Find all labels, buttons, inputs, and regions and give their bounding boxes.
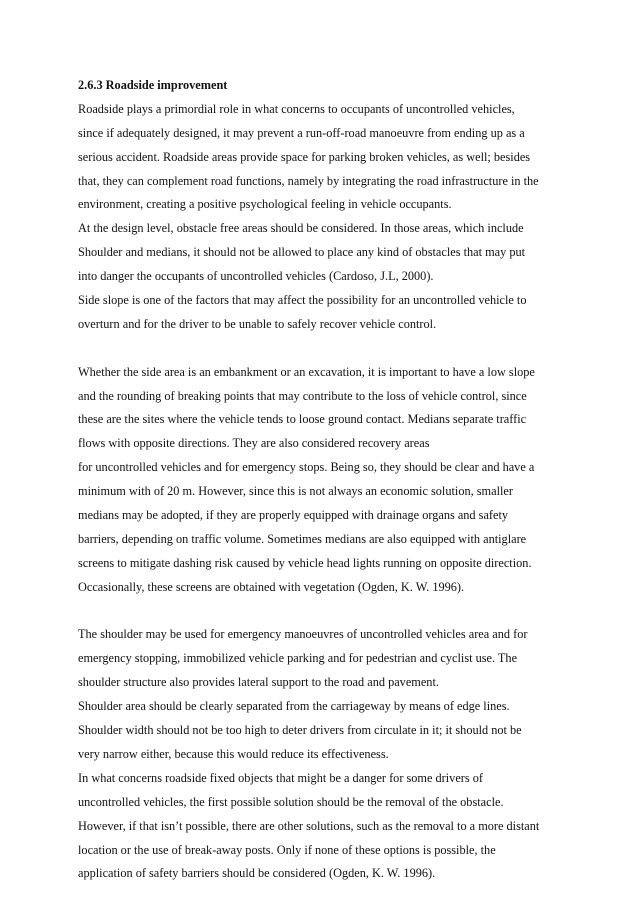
text-line: At the design level, obstacle free areas should be considered. In those areas, which include: [78, 221, 524, 236]
text-line: However, if that isn’t possible, there are other solutions, such as the removal to a more distant: [78, 818, 540, 833]
text-line: overturn and for the driver to be unable to safely recover vehicle control.: [78, 316, 437, 331]
text-line: minimum with of 20 m. However, since this is not always an economic solution, smaller: [78, 484, 513, 499]
text-line: Occasionally, these screens are obtained with vegetation (Ogden, K. W. 1996).: [78, 579, 465, 594]
text-line: application of safety barriers should be considered (Ogden, K. W. 1996).: [78, 866, 436, 881]
paragraph-spacer: [78, 600, 564, 624]
text-line: and the rounding of breaking points that may contribute to the loss of vehicle control, since: [78, 388, 527, 403]
text-line: medians may be adopted, if they are properly equipped with drainage organs and safety: [78, 508, 509, 523]
paragraph-3: [78, 623, 564, 886]
text-line: since if adequately designed, it may prevent a run-off-road manoeuvre from ending up as a: [78, 125, 525, 140]
text-line: very narrow either, because this would reduce its effectiveness.: [78, 746, 389, 761]
text-line: The shoulder may be used for emergency manoeuvres of uncontrolled vehicles area and for: [78, 627, 528, 642]
paragraph-2: [78, 361, 564, 600]
text-line: Roadside plays a primordial role in what concerns to occupants of uncontrolled vehicles,: [78, 101, 515, 116]
text-line: Shoulder width should not be too high to deter drivers from circulate in it; it should not be: [78, 723, 522, 738]
paragraph-1: [78, 98, 564, 337]
section-heading: 2.6.3 Roadside improvement: [78, 78, 228, 92]
text-line: into danger the occupants of uncontrolled vehicles (Cardoso, J.L, 2000).: [78, 269, 434, 284]
text-line: screens to mitigate dashing risk caused by vehicle head lights running on opposite direction.: [78, 555, 532, 570]
text-line: Shoulder and medians, it should not be allowed to place any kind of obstacles that may put: [78, 245, 526, 260]
text-line: Shoulder area should be clearly separated from the carriageway by means of edge lines.: [78, 699, 510, 714]
text-line: environment, creating a positive psychological feeling in vehicle occupants.: [78, 197, 452, 212]
text-line: Side slope is one of the factors that may affect the possibility for an uncontrolled vehicle to: [78, 293, 527, 308]
text-line: location or the use of break-away posts. Only if none of these options is possible, the: [78, 842, 496, 857]
text-line: In what concerns roadside fixed objects that might be a danger for some drivers of: [78, 770, 483, 785]
text-line: emergency stopping, immobilized vehicle parking and for pedestrian and cyclist use. The: [78, 651, 518, 666]
document-page: [78, 74, 564, 886]
text-line: for uncontrolled vehicles and for emergency stops. Being so, they should be clear and have a: [78, 460, 535, 475]
text-line: these are the sites where the vehicle tends to loose ground contact. Medians separate traffic: [78, 412, 527, 427]
text-line: barriers, depending on traffic volume. Sometimes medians are also equipped with antiglare: [78, 531, 527, 546]
text-line: shoulder structure also provides lateral support to the road and pavement.: [78, 675, 439, 690]
text-line: that, they can complement road functions, namely by integrating the road infrastructure in the: [78, 173, 539, 188]
text-line: uncontrolled vehicles, the first possible solution should be the removal of the obstacle.: [78, 794, 504, 809]
text-line: serious accident. Roadside areas provide space for parking broken vehicles, as well; besides: [78, 149, 531, 164]
text-line: flows with opposite directions. They are also considered recovery areas: [78, 436, 430, 451]
paragraph-spacer: [78, 337, 564, 361]
text-line: Whether the side area is an embankment or an excavation, it is important to have a low slope: [78, 364, 535, 379]
